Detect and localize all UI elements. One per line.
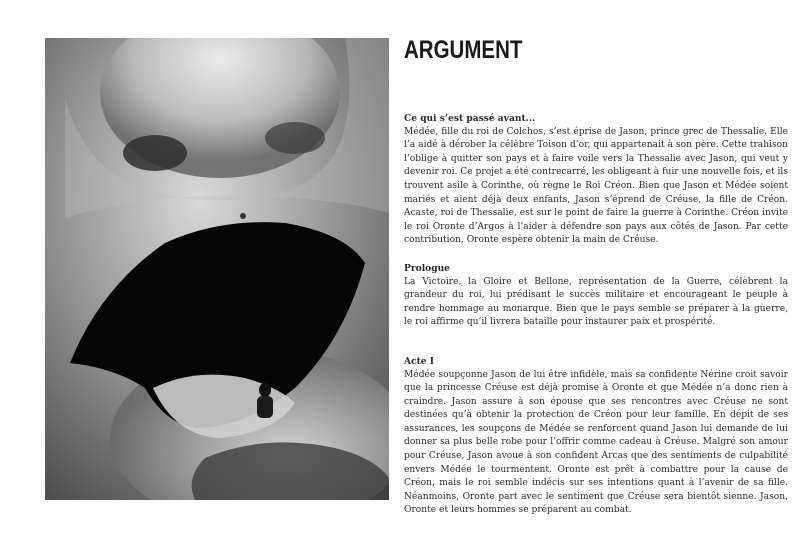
section-acte-1	[404, 355, 788, 518]
section-before	[404, 112, 788, 248]
section-body: Médée, fille du roi de Colchos, s’est éprise de Jason, prince grec de Thessalie. Elle l’a aidé à dérober la célèbre Toison d’or, qui appartenait à son père. Cette trahison l’oblige à quitter son pays et à faire voile vers la Thessalie avec Jason, qui veut y devenir roi. Ce projet a été contrecarré, les obligeant à fuir une nouvelle fois, et ils trouvent asile à Corinthe, où règne le Roi Créon. Bien que Jason et Médée soient mariés et aient déjà deux enfants, Jason s’éprend de Créuse, la fille de Créon. Acaste, roi de Thessalie, est sur le point de faire la guerre à Corinthe. Créon invite le roi Oronte d’Argos à l’aider à défendre son pays aux côtés de Jason. Par cette contribution, Oronte espère obtenir la main de Créuse.	[404, 126, 788, 246]
page-title: ARGUMENT	[404, 36, 523, 64]
section-prologue	[404, 262, 788, 330]
section-heading: Prologue	[404, 262, 450, 274]
section-heading: Acte I	[404, 355, 434, 367]
section-body: La Victoire, la Gloire et Bellone, représentation de la Guerre, célèbrent la grandeur du roi, lui prédisant le succès militaire et encourageant le peuple à rendre hommage au monarque. Bien que le pays semble se préparer à la guerre, le roi affirme qu’il livrera bataille pour instaurer paix et prospérité.	[404, 276, 788, 328]
photo-lips-closeup	[45, 38, 389, 500]
lips-illustration	[45, 38, 389, 500]
section-body: Médée soupçonne Jason de lui être infidèle, mais sa confidente Nérine croit savoir que la princesse Créuse est déjà promise à Oronte et que Médée n’a donc rien à craindre. Jason assure à son épouse que ses rencontres avec Créuse ne sont destinées qu’à obtenir la protection de Créon pour leur famille. En dépit de ses assurances, les soupçons de Médée se renforcent quand Jason lui demande de lui donner sa plus belle robe pour l’offrir comme cadeau à Créuse. Malgré son amour pour Créuse, Jason avoue à son confident Arcas que des sentiments de culpabilité envers Médée le tourmentent. Oronte est prêt à combattre pour la cause de Créon, mais le roi semble indécis sur ses intentions quant à l’avenir de sa fille. Néanmoins, Oronte part avec le sentiment que Créuse sera bientôt sienne. Jason, Oronte et leurs hommes se préparent au combat.	[404, 369, 788, 516]
argument-text	[404, 112, 788, 518]
section-heading: Ce qui s’est passé avant...	[404, 113, 536, 124]
